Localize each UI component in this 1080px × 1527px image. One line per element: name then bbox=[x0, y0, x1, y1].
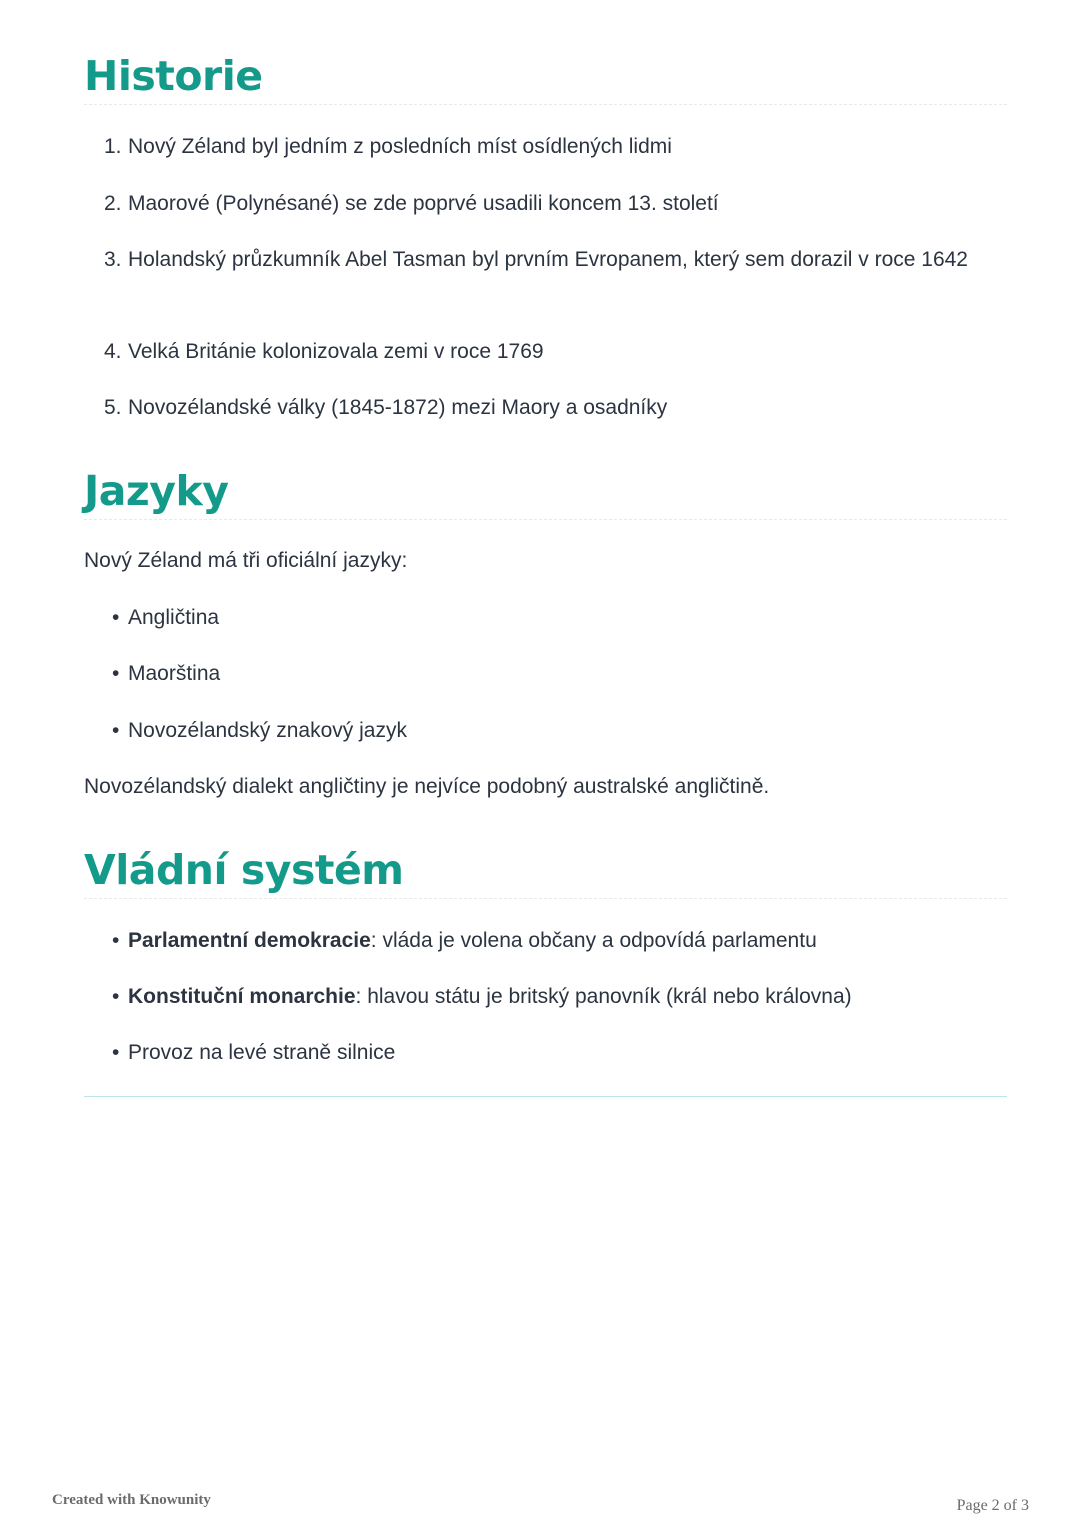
bullet-glyph: • bbox=[112, 985, 120, 1008]
list-item-text: Provoz na levé straně silnice bbox=[128, 1041, 396, 1064]
term-bold: Parlamentní demokracie bbox=[128, 929, 371, 952]
list-item bbox=[104, 390, 1004, 425]
list-item-text: Nový Zéland byl jedním z posledních míst osídlených lidmi bbox=[128, 135, 672, 158]
list-number: 2. bbox=[104, 192, 122, 215]
list-item bbox=[112, 923, 1002, 958]
section-historie-heading-block bbox=[84, 52, 1007, 100]
list-number: 5. bbox=[104, 396, 122, 419]
bullet-glyph: • bbox=[112, 662, 120, 685]
list-item bbox=[112, 600, 1002, 635]
heading-divider bbox=[84, 519, 1007, 520]
list-item-text: Novozélandské války (1845-1872) mezi Maory a osadníky bbox=[128, 396, 668, 419]
list-item-text: Holandský průzkumník Abel Tasman byl prvním Evropanem, který sem dorazil v roce 1642 bbox=[128, 248, 968, 271]
section-title-historie: Historie bbox=[84, 52, 263, 100]
list-item-text: Velká Británie kolonizovala zemi v roce 1769 bbox=[128, 340, 544, 363]
list-item-text: Maorové (Polynésané) se zde poprvé usadili koncem 13. století bbox=[128, 192, 719, 215]
footer-page-number: Page 2 of 3 bbox=[956, 1497, 1029, 1514]
term-bold: Konstituční monarchie bbox=[128, 985, 356, 1008]
heading-divider bbox=[84, 104, 1007, 105]
bullet-glyph: • bbox=[112, 719, 120, 742]
list-item bbox=[104, 334, 1004, 369]
list-item-text: Angličtina bbox=[128, 606, 220, 629]
list-item bbox=[112, 1035, 1002, 1070]
list-item-text: Novozélandský znakový jazyk bbox=[128, 719, 407, 742]
heading-divider bbox=[84, 898, 1007, 899]
list-item bbox=[104, 129, 1004, 164]
bullet-glyph: • bbox=[112, 929, 120, 952]
list-item bbox=[104, 242, 1007, 277]
section-vladni-heading-block bbox=[84, 846, 1007, 894]
bullet-glyph: • bbox=[112, 606, 120, 629]
paragraph-outro: Novozélandský dialekt angličtiny je nejvíce podobný australské angličtině. bbox=[84, 775, 770, 798]
section-end-divider bbox=[84, 1096, 1007, 1097]
list-item bbox=[112, 979, 1002, 1014]
list-number: 1. bbox=[104, 135, 122, 158]
list-item bbox=[112, 713, 1002, 748]
section-title-vladni-system: Vládní systém bbox=[84, 846, 404, 894]
list-item-text: Maorština bbox=[128, 662, 221, 685]
term-description: : hlavou státu je britský panovník (král nebo královna) bbox=[355, 985, 852, 1008]
bullet-glyph: • bbox=[112, 1041, 120, 1064]
footer-created-with: Created with Knowunity bbox=[52, 1492, 211, 1508]
paragraph-intro: Nový Zéland má tři oficiální jazyky: bbox=[84, 549, 408, 572]
section-title-jazyky: Jazyky bbox=[84, 467, 229, 515]
section-jazyky-heading-block bbox=[84, 467, 1007, 515]
term-description: : vláda je volena občany a odpovídá parlamentu bbox=[370, 929, 817, 952]
list-number: 3. bbox=[104, 248, 122, 271]
list-number: 4. bbox=[104, 340, 122, 363]
list-item bbox=[112, 656, 1002, 691]
list-item bbox=[104, 186, 1004, 221]
